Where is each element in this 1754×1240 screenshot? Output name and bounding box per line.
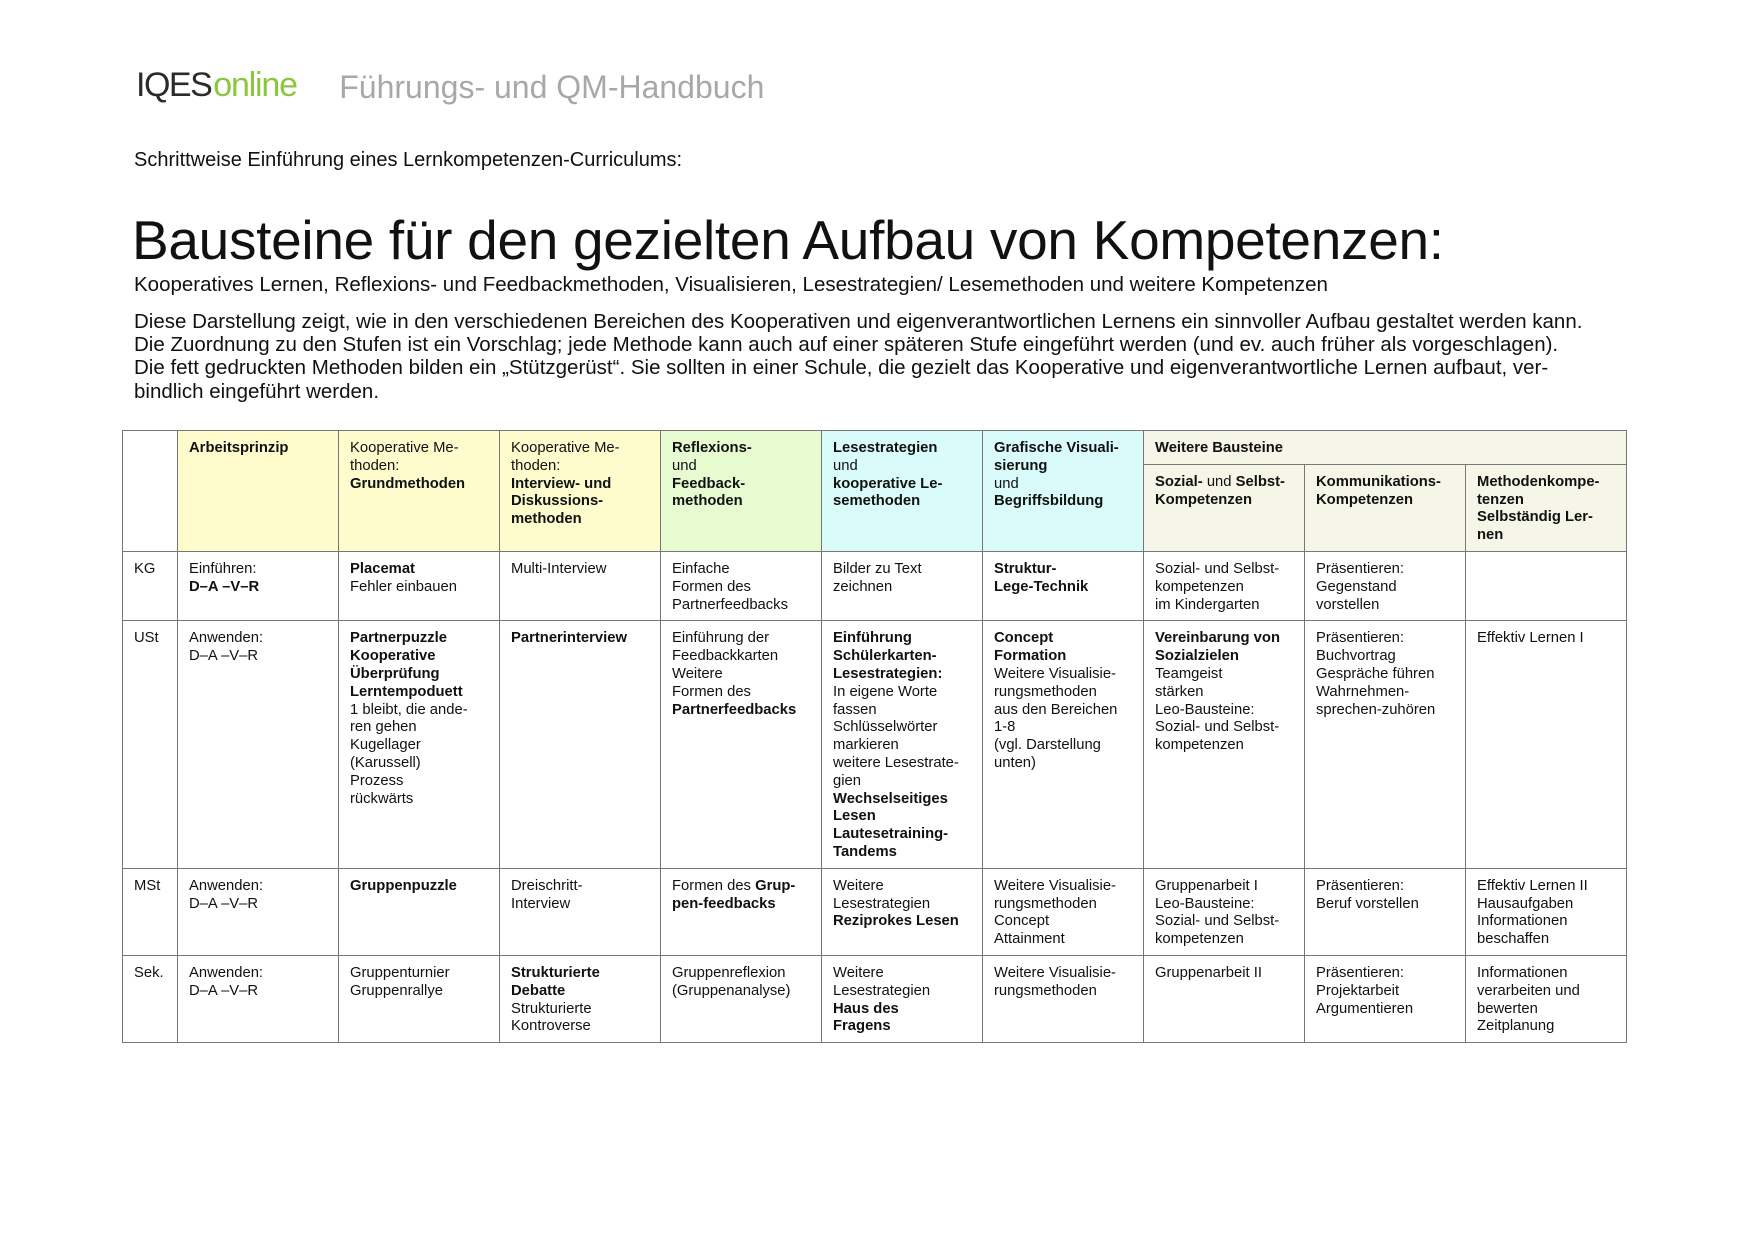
cell-lese: Weitere Lesestrategien Haus des Fragens [822,955,983,1042]
stage-label: USt [123,621,178,868]
brand-header [136,66,764,110]
page-title: Bausteine für den gezielten Aufbau von Kompetenzen: [132,209,1444,271]
stage-label: MSt [123,868,178,955]
cell-interview: Dreischritt- Interview [500,868,661,955]
cell-interview: Strukturierte Debatte Strukturierte Kontroverse [500,955,661,1042]
subheading: Schrittweise Einführung eines Lernkompetenzen-Curriculums: [134,149,683,171]
cell-reflexion: Gruppenreflexion (Gruppenanalyse) [661,955,822,1042]
stage-label: Sek. [123,955,178,1042]
cell-reflexion: Einfache Formen des Partnerfeedbacks [661,551,822,620]
cell-grundmethoden: Gruppenturnier Gruppenrallye [339,955,500,1042]
cell-reflexion: Formen des Grup- pen-feedbacks [661,868,822,955]
cell-arbeitsprinzip: Einführen: D–A –V–R [178,551,339,620]
table-row [123,621,1627,868]
cell-sozial: Sozial- und Selbst- kompetenzen im Kindergarten [1144,551,1305,620]
cell-methoden: Informationen verarbeiten und bewerten Zeitplanung [1466,955,1627,1042]
header-kommunikation: Kommunikations- Kompetenzen [1305,464,1466,551]
cell-kommunikation: Präsentieren: Gegenstand vorstellen [1305,551,1466,620]
cell-kommunikation: Präsentieren: Beruf vorstellen [1305,868,1466,955]
header-koop-grundmethoden: Kooperative Me- thoden: Grundmethoden [339,431,500,552]
header-sozial: Sozial- und Selbst- Kompetenzen [1144,464,1305,551]
header-reflexion: Reflexions- und Feedback- methoden [661,431,822,552]
header-grafische-visualisierung: Grafische Visuali- sierung und Begriffsbildung [983,431,1144,552]
cell-grafisch: Weitere Visualisie- rungsmethoden Concept Attainment [983,868,1144,955]
table-row [123,955,1627,1042]
intro-line: Diese Darstellung zeigt, wie in den verschiedenen Bereichen des Kooperativen und eigenverantwortlichen Lernens ein sinnvoller Aufbau gestaltet werden kann. [134,310,1583,333]
table-header-row [123,431,1627,465]
topics-line: Kooperatives Lernen, Reflexions- und Feedbackmethoden, Visualisieren, Lesestrategien/ Lesemethoden und weitere Kompetenzen [134,273,1328,296]
cell-interview: Multi-Interview [500,551,661,620]
cell-arbeitsprinzip: Anwenden: D–A –V–R [178,955,339,1042]
cell-kommunikation: Präsentieren: Projektarbeit Argumentieren [1305,955,1466,1042]
cell-grafisch: Weitere Visualisie- rungsmethoden [983,955,1144,1042]
intro-paragraph [134,310,1654,403]
cell-lese: Bilder zu Text zeichnen [822,551,983,620]
header-koop-interview: Kooperative Me- thoden: Interview- und Diskussions- methoden [500,431,661,552]
cell-sozial: Vereinbarung von Sozialzielen Teamgeist stärken Leo-Bausteine: Sozial- und Selbst- kompetenzen [1144,621,1305,868]
cell-lese: Weitere Lesestrategien Reziprokes Lesen [822,868,983,955]
cell-grundmethoden: Gruppenpuzzle [339,868,500,955]
handbook-title: Führungs- und QM-Handbuch [339,69,765,105]
logo-online: online [213,66,297,104]
cell-methoden: Effektiv Lernen II Hausaufgaben Informationen beschaffen [1466,868,1627,955]
cell-grundmethoden: Partnerpuzzle Kooperative Überprüfung Lerntempoduett 1 bleibt, die ande- ren gehen Kugellager (Karussell) Prozess rückwärts [339,621,500,868]
corner-cell [123,431,178,552]
header-weitere-bausteine: Weitere Bausteine [1144,431,1627,465]
cell-arbeitsprinzip: Anwenden: D–A –V–R [178,621,339,868]
header-lesestrategien: Lesestrategien und kooperative Le- semethoden [822,431,983,552]
cell-sozial: Gruppenarbeit II [1144,955,1305,1042]
logo-iqes: IQES [136,66,212,104]
cell-sozial: Gruppenarbeit I Leo-Bausteine: Sozial- und Selbst- kompetenzen [1144,868,1305,955]
cell-kommunikation: Präsentieren: Buchvortrag Gespräche führen Wahrnehmen- sprechen-zuhören [1305,621,1466,868]
cell-methoden [1466,551,1627,620]
competence-table [122,430,1627,1043]
cell-arbeitsprinzip: Anwenden: D–A –V–R [178,868,339,955]
intro-line: Die fett gedruckten Methoden bilden ein „Stützgerüst“. Sie sollten in einer Schule, die gezielt das Kooperative und eigenverantwortliche Lernen aufbaut, ver- [134,356,1549,380]
cell-reflexion: Einführung der Feedbackkarten Weitere Formen des Partnerfeedbacks [661,621,822,868]
table-row [123,868,1627,955]
cell-grundmethoden: Placemat Fehler einbauen [339,551,500,620]
cell-grafisch: Struktur- Lege-Technik [983,551,1144,620]
stage-label: KG [123,551,178,620]
intro-line: bindlich eingeführt werden. [134,379,380,403]
cell-methoden: Effektiv Lernen I [1466,621,1627,868]
table-row [123,551,1627,620]
cell-grafisch: Concept Formation Weitere Visualisie- rungsmethoden aus den Bereichen 1-8 (vgl. Darstellung unten) [983,621,1144,868]
header-arbeitsprinzip: Arbeitsprinzip [178,431,339,552]
intro-line: Die Zuordnung zu den Stufen ist ein Vorschlag; jede Methode kann auch auf einer späteren Stufe eingeführt werden (und ev. auch früher als vorgeschlagen). [134,333,1559,357]
cell-lese: Einführung Schülerkarten- Lesestrategien: In eigene Worte fassen Schlüsselwörter markieren weitere Lesestrate- gien Wechselseitiges Lesen Lautesetraining- Tandems [822,621,983,868]
header-methodenkompetenzen: Methodenkompe- tenzen Selbständig Ler- nen [1466,464,1627,551]
cell-interview: Partnerinterview [500,621,661,868]
